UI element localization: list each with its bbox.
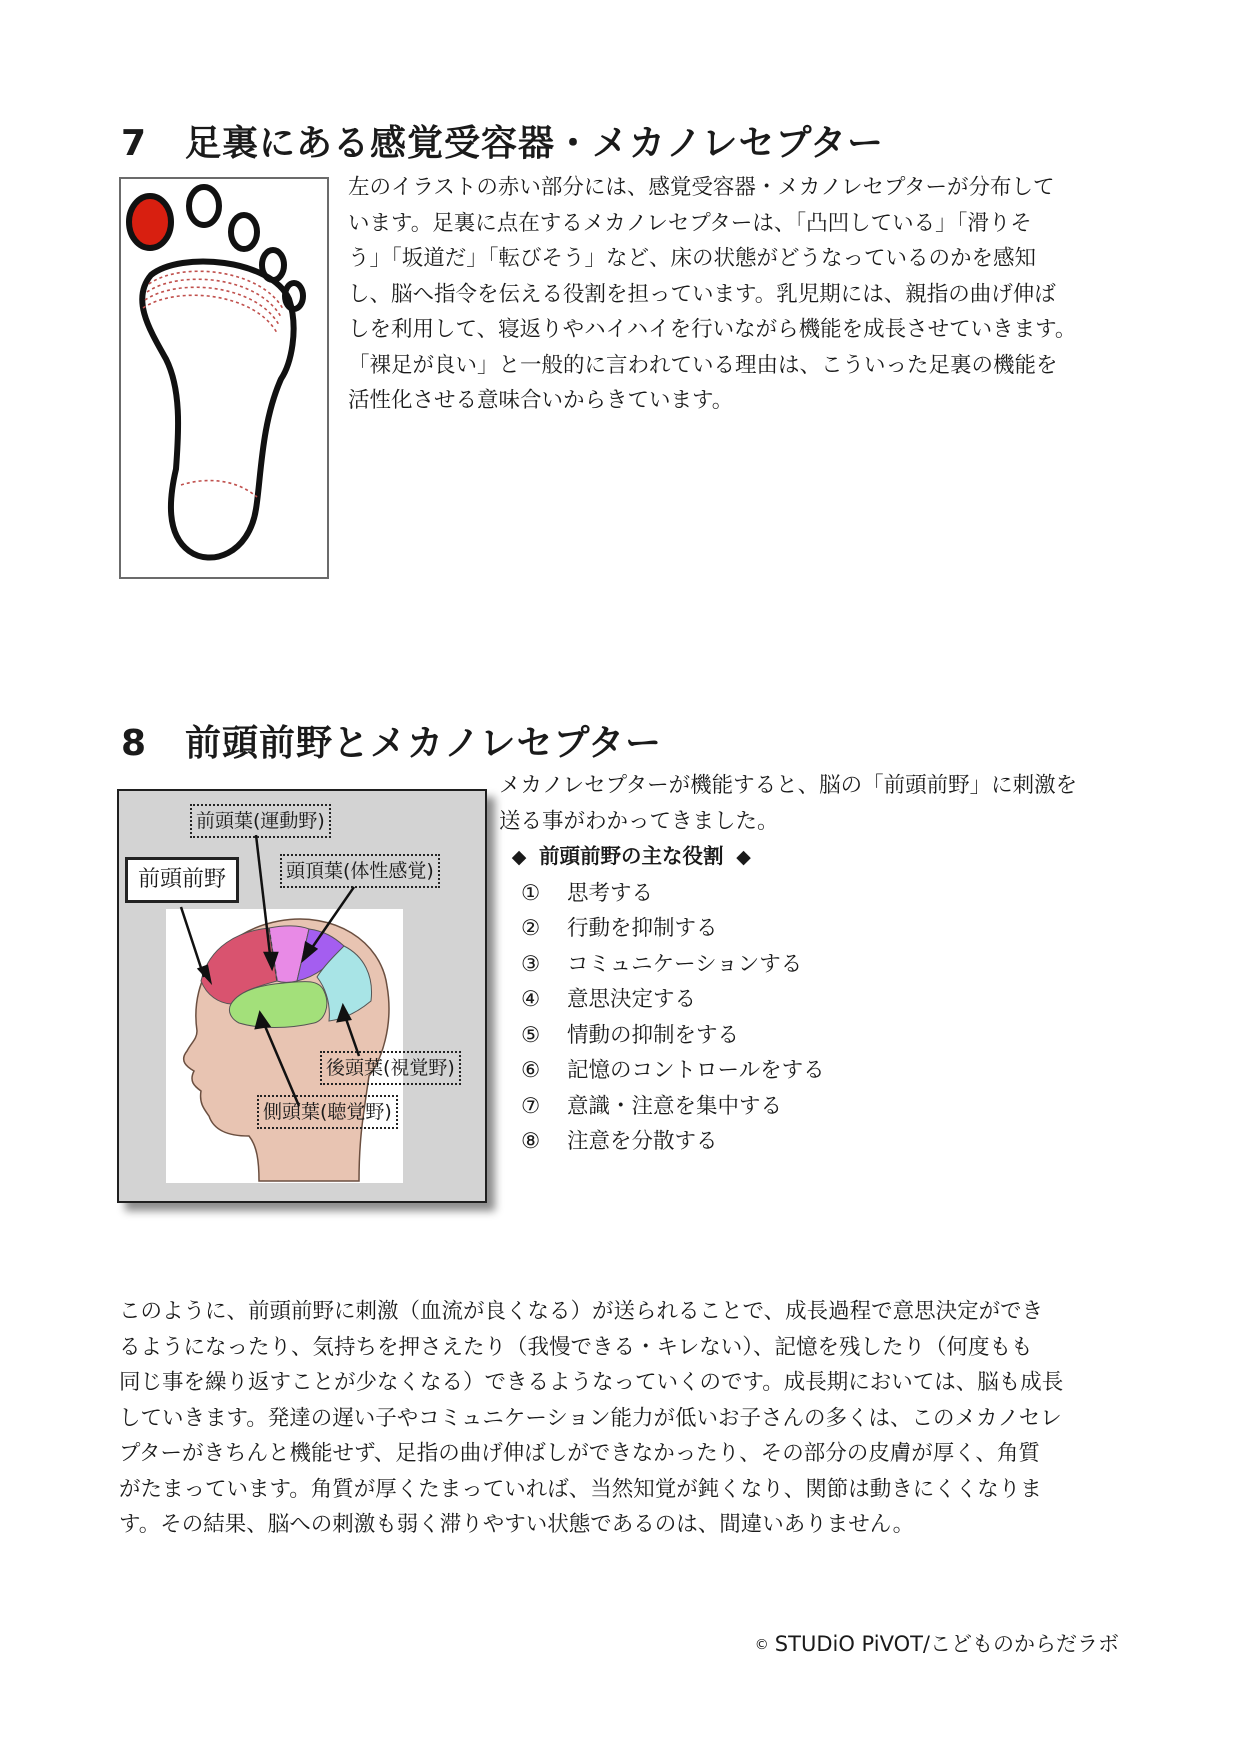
closing-line: るようになったり、気持ちを押さえたり（我慢できる・キレない）、記憶を残したり（何度もも [119,1334,1033,1360]
section-7-line: 活性化させる意味合いからきています。 [348,388,734,413]
list-item-text: 行動を抑制する [567,916,718,941]
list-marker: ④ [521,987,541,1012]
section-8-intro-line: メカノレセプターが機能すると、脳の「前頭前野」に刺激を [499,773,1078,798]
copyright-icon: © [754,1637,769,1653]
closing-line: していきます。発達の遅い子やコミュニケーション能力が低いお子さんの多くは、このメカノセレ [119,1405,1062,1431]
list-item-text: 意識・注意を集中する [567,1093,783,1119]
list-item [499,876,1139,912]
section-7-line: しを利用して、寝返りやハイハイを行いながら機能を成長させていきます。 [348,317,1077,342]
list-marker: ⑧ [521,1129,541,1154]
list-item [499,1124,1139,1160]
section-8-intro-line: 送る事がわかってきました。 [499,808,779,834]
section-7-line: し、脳へ指令を伝える役割を担っています。乳児期には、親指の曲げ伸ば [348,281,1056,307]
section-8-number: 8 [121,723,148,764]
list-item [499,982,1139,1018]
list-marker: ⑦ [521,1093,541,1119]
list-marker: ③ [521,951,541,977]
roles-title [499,839,1139,876]
foot-sole-drawing [121,179,327,577]
footer-credit [755,1628,1119,1658]
section-7-line: う」「坂道だ」「転びそう」など、床の状態がどうなっているのかを感知 [348,246,1037,271]
closing-paragraph [119,1294,1063,1543]
section-7-line: います。足裏に点在するメカノレセプターは、「凸凹している」「滑りそ [348,210,1032,236]
big-toe-receptor [129,196,171,248]
diamond-icon: ◆ [736,846,751,868]
list-item-text: コミュニケーションする [567,951,803,977]
label-parietal: 頭頂葉(体性感覚) [280,854,440,888]
list-item-text: 情動の抑制をする [567,1022,740,1048]
section-7-title: 足裏にある感覚受容器・メカノレセプター [185,123,885,164]
list-marker: ⑤ [521,1022,541,1048]
closing-line: プターがきちんと機能せず、足指の曲げ伸ばしができなかったり、その部分の皮膚が厚く、角質 [119,1441,1040,1466]
toe-2 [189,187,219,225]
footer-text: STUDiO PiVOT/こどものからだラボ [774,1632,1119,1656]
diamond-icon: ◆ [511,846,527,868]
list-item [499,911,1139,947]
closing-line: がたまっています。角質が厚くたまっていれば、当然知覚が鈍くなり、関節は動きにくくなりま [119,1476,1042,1502]
list-marker: ① [521,880,541,906]
list-item [499,1089,1139,1125]
list-item-text: 記憶のコントロールをする [567,1058,825,1083]
section-7-number: 7 [121,123,148,164]
closing-line: す。その結果、脳への刺激も弱く滞りやすい状態であるのは、間違いありません。 [119,1512,915,1537]
closing-line: 同じ事を繰り返すことが少なくなる）できるようなっていくのです。成長期においては、脳も成長 [119,1370,1064,1395]
brain-figure [117,789,487,1203]
list-item [499,947,1139,983]
list-item [499,1053,1139,1089]
roles-title-text: 前頭前野の主な役割 [539,844,724,868]
list-item-text: 意思決定する [567,987,697,1012]
label-prefrontal: 前頭前野 [125,857,239,903]
toe-3 [231,215,257,249]
sole-outline [142,262,293,558]
list-item [499,1018,1139,1054]
section-8-title: 前頭前野とメカノレセプター [185,723,663,764]
closing-line: このように、前頭前野に刺激（血流が良くなる）が送られることで、成長過程で意思決定ができ [119,1299,1044,1324]
section-7-line: 「裸足が良い」と一般的に言われている理由は、こういった足裏の機能を [348,352,1058,378]
section-7-line: 左のイラストの赤い部分には、感覚受容器・メカノレセプターが分布して [348,175,1055,200]
foot-illustration [119,177,329,579]
list-item-text: 思考する [567,880,654,906]
label-occipital: 後頭葉(視覚野) [320,1051,461,1085]
list-item-text: 注意を分散する [567,1129,718,1154]
brain-head-drawing [119,791,485,1201]
roles-list [499,876,1139,1160]
label-temporal: 側頭葉(聴覚野) [257,1095,398,1129]
list-marker: ② [521,916,541,941]
list-marker: ⑥ [521,1058,541,1083]
section-8-body [499,768,1139,1160]
section-7-body [348,170,1076,419]
section-8-heading [121,715,662,766]
label-frontal-motor: 前頭葉(運動野) [190,804,331,838]
section-7-heading [121,115,884,166]
